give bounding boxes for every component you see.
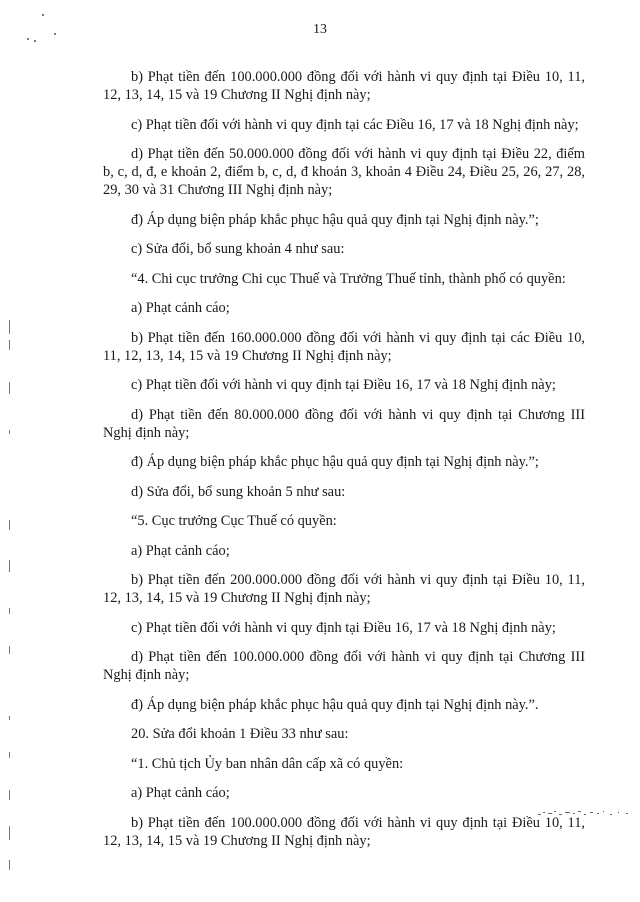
paragraph: d) Phạt tiền đến 80.000.000 đồng đối với hành vi quy định tại Chương III Nghị định này;: [103, 406, 585, 441]
paragraph: c) Phạt tiền đối với hành vi quy định tại Điều 16, 17 và 18 Nghị định này;: [131, 377, 556, 393]
paragraph: b) Phạt tiền đến 160.000.000 đồng đối với hành vi quy định tại các Điều 10, 11, 12, 13, 14, 15 và 19 Chương II Nghị định này;: [103, 329, 585, 364]
page-number: 13: [313, 22, 327, 37]
paragraph: a) Phạt cảnh cáo;: [131, 300, 230, 316]
paragraph: đ) Áp dụng biện pháp khắc phục hậu quả quy định tại Nghị định này.”.: [131, 696, 539, 713]
paragraph: d) Phạt tiền đến 100.000.000 đồng đối với hành vi quy định tại Chương III Nghị định này;: [103, 649, 585, 683]
paragraph: “1. Chủ tịch Ủy ban nhân dân cấp xã có quyền:: [131, 755, 404, 772]
paragraph: “4. Chi cục trưởng Chi cục Thuế và Trưởng Thuế tỉnh, thành phố có quyền:: [131, 270, 566, 287]
paragraph: a) Phạt cảnh cáo;: [131, 542, 230, 559]
paragraph: d) Sửa đổi, bổ sung khoản 5 như sau:: [131, 483, 346, 500]
paragraph: đ) Áp dụng biện pháp khắc phục hậu quả quy định tại Nghị định này.”;: [131, 454, 539, 470]
paragraph: b) Phạt tiền đến 100.000.000 đồng đối với hành vi quy định tại Điều 10, 11, 12, 13, 14, 15 và 19 Chương II Nghị định này;: [103, 69, 585, 103]
paragraph: đ) Áp dụng biện pháp khắc phục hậu quả quy định tại Nghị định này.”;: [131, 211, 539, 228]
paragraph: 20. Sửa đổi khoản 1 Điều 33 như sau:: [131, 726, 349, 742]
paragraph: b) Phạt tiền đến 100.000.000 đồng đối với hành vi quy định tại Điều 10, 11, 12, 13, 14, 15 và 19 Chương II Nghị định này;: [103, 814, 585, 849]
paragraph: c) Sửa đổi, bổ sung khoản 4 như sau:: [131, 241, 345, 257]
paragraph: c) Phạt tiền đối với hành vi quy định tại các Điều 16, 17 và 18 Nghị định này;: [131, 116, 579, 133]
paragraph: “5. Cục trưởng Cục Thuế có quyền:: [131, 513, 337, 529]
paragraph: c) Phạt tiền đối với hành vi quy định tại Điều 16, 17 và 18 Nghị định này;: [131, 619, 556, 636]
paragraph: a) Phạt cảnh cáo;: [131, 785, 230, 801]
paragraph: b) Phạt tiền đến 200.000.000 đồng đối với hành vi quy định tại Điều 10, 11, 12, 13, 14, 15 và 19 Chương II Nghị định này;: [103, 572, 585, 606]
paragraph: d) Phạt tiền đến 50.000.000 đồng đối với hành vi quy định tại Điều 22, điểm b, c, d, đ, e khoản 2, điểm b, c, d, đ khoản 3, khoản 4 Điều 24, Điều 25, 26, 27, 28, 29, 30 và 31 Chương III Nghị định này;: [103, 146, 585, 198]
document-body: [103, 68, 585, 861]
